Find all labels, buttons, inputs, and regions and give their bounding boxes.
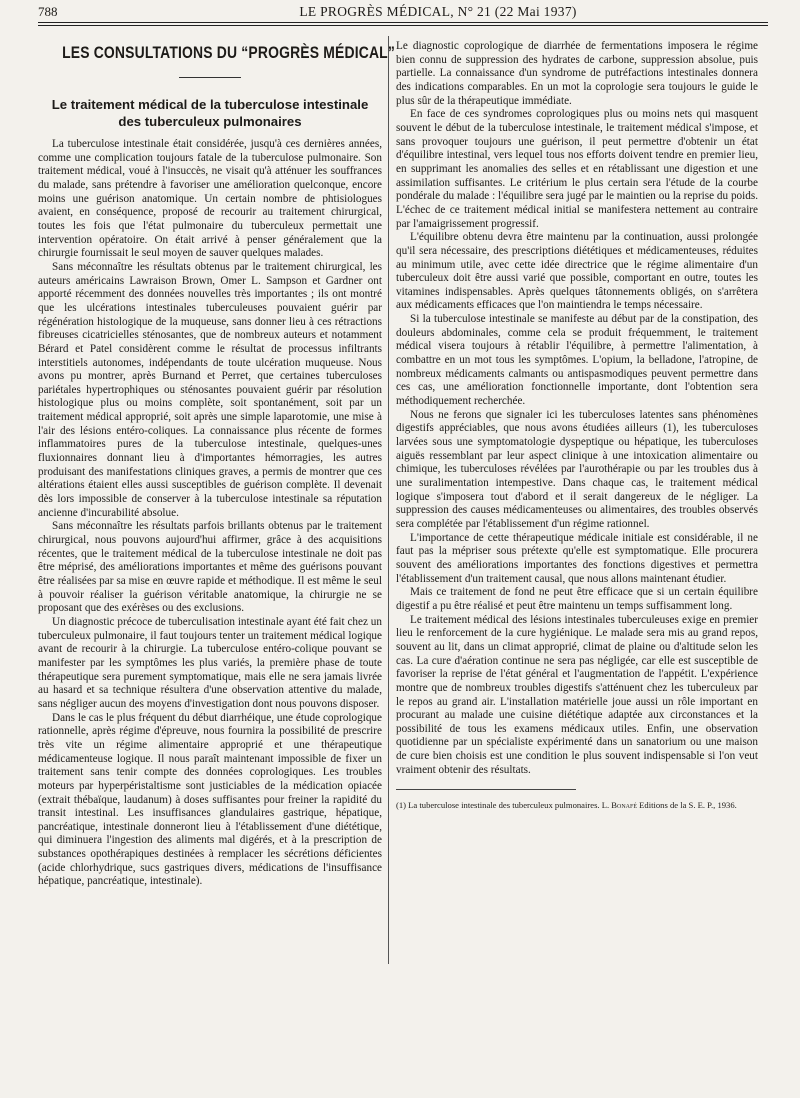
paragraph: Nous ne ferons que signaler ici les tuberculoses latentes sans phénomènes digestifs appréciables, que nous avons étudiées ailleurs (1), les tuberculoses larvées sous une symptomatologie dyspeptique ou hépatique, les tuberculoses aiguës ressemblant par leur aspect clinique à une intoxication alimentaire ou chimique, les tuberculoses révélées par l'aurothérapie ou par les troubles dus à une suralimentation intempestive. Dans chaque cas, le traitement médical logique s'imposera tout d'abord et il serait dangereux de le négliger. La suppression des causes médicamenteuses ou alimentaires, des troubles observés sera complétée par l'établissement d'un régime rationnel. <box>396 408 758 530</box>
column-divider <box>388 36 389 964</box>
paragraph: Le diagnostic coprologique de diarrhée de fermentations imposera le régime bien connu de suppression des hydrates de carbone, suppression absolue, puis partielle. La connaissance d'un syndrome de putréfactions intestinales donnera des indications comparables. En un mot la coprologie sera toujours le guide le plus sûr de la thérapeutique immédiate. <box>396 40 758 107</box>
paragraph: Le traitement médical des lésions intestinales tuberculeuses exige en premier lieu le renforcement de la cure hygiénique. Le malade sera mis au grand repos, souvent au lit, dans un climat approprié, climat de plaine ou d'altitude selon les cas. La cure d'aération continue ne sera pas négligée, car elle est susceptible de favoriser la reprise de l'état général et l'augmentation de l'appétit. L'expérience montre que de nombreux troubles digestifs s'atténuent chez les tuberculeux par le repos au grand air. L'installation matérielle joue aussi un rôle important en procurant au malade une cuisine diététique adaptée aux circonstances et la possibilité de tous les examens médicaux utiles. Enfin, une observation quotidienne par un spécialiste expérimenté dans un sanatorium ou une maison de cure bien choisis est une condition le plus souvent indispensable si l'on veut vraiment obtenir des résultats. <box>396 613 758 776</box>
title-separator <box>179 77 241 78</box>
paragraph: Si la tuberculose intestinale se manifeste au début par de la constipation, des douleurs abdominales, comme cela se produit fréquemment, le traitement médical visera toujours à rétablir l'équilibre, à permettre l'alimentation, à combattre en un mot tous les symptômes. L'opium, la belladone, l'atropine, de nombreux médicaments calmants ou antispasmodiques peuvent permettre dans ces cas, une amélioration fonctionnelle importante, dont l'obtention sera méthodiquement recherchée. <box>396 313 758 408</box>
left-column <box>38 36 396 889</box>
footnote-text: (1) La tuberculose intestinale des tuberculeux pulmonaires. <box>396 800 600 811</box>
journal-title: LE PROGRÈS MÉDICAL, N° 21 (22 Mai 1937) <box>299 4 577 19</box>
footnote-rule <box>396 789 576 790</box>
right-column <box>396 40 758 812</box>
paragraph: Mais ce traitement de fond ne peut être efficace que si un certain équilibre digestif a pu être réalisé et peut être maintenu un temps suffisamment long. <box>396 586 758 612</box>
footnote-author: L. Bonafé <box>601 800 637 811</box>
article-title-line-1: Le traitement médical de la tuberculose intestinale <box>51 97 369 112</box>
paragraph: Sans méconnaître les résultats obtenus par le traitement chirurgical, les auteurs américains Lawraison Brown, Omer L. Sampson et Gardner ont apporté récemment des données nouvelles très importantes ; ils ont montré que les ulcérations intestinales tuberculeuses pouvaient guérir par régénération histologique de la muqueuse, sans donner lieu à ces rétractions fibreuses cicatricielles sténosantes, que de nombreux auteurs et notamment Bérard et Patel considèrent comme le résultat de processus infiltrants interstitiels autonomes, indépendants de toute ulcération muqueuse. Nous avons pu montrer, après Burnand et Perret, que certaines tuberculoses pariétales hypertrophiques ou sténosantes pouvaient guérir par résolution histologique plus ou moins complète, soit spontanément, soit par un traitement médical approprié, soit après une simple laparotomie, une mise à l'air des lésions entéro-coliques. La connaissance plus récente de formes inflammatoires pures de la tuberculose intestinale, quelques-unes fluxionnaires donnant lieu à d'importantes hémorragies, les autres produisant des manifestations cliniques graves, a permis de montrer que ces altérations étaient elles aussi susceptibles de guérison complète. Il devenait dès lors impossible de conserver à la tuberculose intestinale sa réputation ancienne d'incurabilité absolue. <box>38 260 382 519</box>
paragraph: La tuberculose intestinale était considérée, jusqu'à ces dernières années, comme une complication toujours fatale de la tuberculose pulmonaire. Son traitement médical, voué à l'insuccès, ne visait qu'à atténuer les souffrances du malade, sans prétendre à favoriser une amélioration quelconque, encore moins une guérison anatomique. Un certain nombre de phtisiologues avaient, en conséquence, proposé de recourir au traitement chirurgical, toutes les fois que l'état pulmonaire du tuberculeux permettait une intervention opératoire. On était arrivé à penser généralement que la chirurgie fournissait le seul moyen de sauver quelques malades. <box>38 138 382 260</box>
header-rule <box>38 22 768 23</box>
paragraph: Dans le cas le plus fréquent du début diarrhéique, une étude coprologique rationnelle, après régime d'épreuve, nous fournira la possibilité de prescrire très vite un régime alimentaire approprié et une thérapeutique médicamenteuse logique. Il nous paraît maintenant impossible de fixer un traitement sans tenir compte des données coprologiques. Les troubles moteurs par hyperpéristaltisme sont justiciables de la médication opiacée (extrait thébaïque, laudanum) à doses suffisantes pour freiner la rapidité du transit intestinal. Les insuffisances glandulaires gastrique, hépatique, pancréatique, intestinale donneront lieu à l'établissement d'une diététique, qui diminuera l'ingestion des aliments mal digérés, et à la prescription de substances opothérapiques destinées à remplacer les sécrétions déficientes (acide chlorhydrique, sucs gastriques divers, médications de l'insuffisance hépatique, pancréatique, intestinale). <box>38 711 382 888</box>
header-rule-thin <box>38 25 768 26</box>
paragraph: L'équilibre obtenu devra être maintenu par la continuation, aussi prolongée qu'il sera nécessaire, des prescriptions diététiques et médicamenteuses, réduites au minimum utile, avec cette idée directrice que le régime alimentaire d'un tuberculeux doit être aussi varié que possible, comportant en outre, toutes les vitamines indispensables. Après quelques tâtonnements obligés, on s'arrêtera aux médicaments efficaces que l'on maintiendra le temps nécessaire. <box>396 231 758 312</box>
article-title-line-2: des tuberculeux pulmonaires <box>118 114 302 129</box>
paragraph: Un diagnostic précoce de tuberculisation intestinale ayant été fait chez un tuberculeux pulmonaire, il faut toujours tenter un traitement médical logique avant de recourir à la chirurgie. La tuberculose entéro-colique pouvant se manifester par les symptômes les plus variés, la première phase de toute thérapeutique sera purement symptomatique, mais elle ne sera jamais livrée au hasard et sa technique résultera d'une observation attentive du malade, sans négliger aucun des moyens d'investigation dont nous pouvons disposer. <box>38 615 382 710</box>
paragraph: En face de ces syndromes coprologiques plus ou moins nets qui masquent souvent le début de la tuberculose intestinale, le traitement médical s'impose, et sans provoquer toujours une guérison, il peut permettre d'obtenir un état d'équilibre intestinal, vers lequel tous nos efforts doivent tendre en premier lieu, en supprimant les anomalies des selles et en rétablissant une digestion et une assimilation suffisantes. Le critérium le plus certain sera l'étude de la courbe pondérale du malade : l'équilibre sera jugé par le maintien ou la reprise du poids. L'échec de ce traitement médical initial se manifestera nettement au contraire par l'amaigrissement progressif. <box>396 108 758 230</box>
page-number: 788 <box>38 4 58 19</box>
paragraph: L'importance de cette thérapeutique médicale initiale est considérable, il ne faut pas la mépriser sous prétexte qu'elle est symptomatique. Elle procurera souvent des améliorations importantes des fonctions digestives et permettra l'établissement d'un traitement causal, que nous allons maintenant étudier. <box>396 531 758 585</box>
footnote <box>396 800 758 812</box>
running-header <box>38 2 768 22</box>
article-title <box>38 96 382 130</box>
section-title: LES CONSULTATIONS DU “PROGRÈS MÉDICAL” <box>62 44 396 62</box>
footnote-publisher: Editions de la S. E. P., 1936. <box>639 800 737 811</box>
paragraph: Sans méconnaître les résultats parfois brillants obtenus par le traitement chirurgical, nous pouvons aujourd'hui affirmer, grâce à des acquisitions récentes, que le traitement médical de la tuberculose intestinale ne doit pas être méprisé, des améliorations importantes et même des guérisons pouvant être réalisées par sa mise en œuvre rapide et méthodique. Il est même le seul à pouvoir réaliser la guérison véritable anatomique, la chirurgie ne se proposant que des exérèses ou des exclusions. <box>38 520 382 615</box>
